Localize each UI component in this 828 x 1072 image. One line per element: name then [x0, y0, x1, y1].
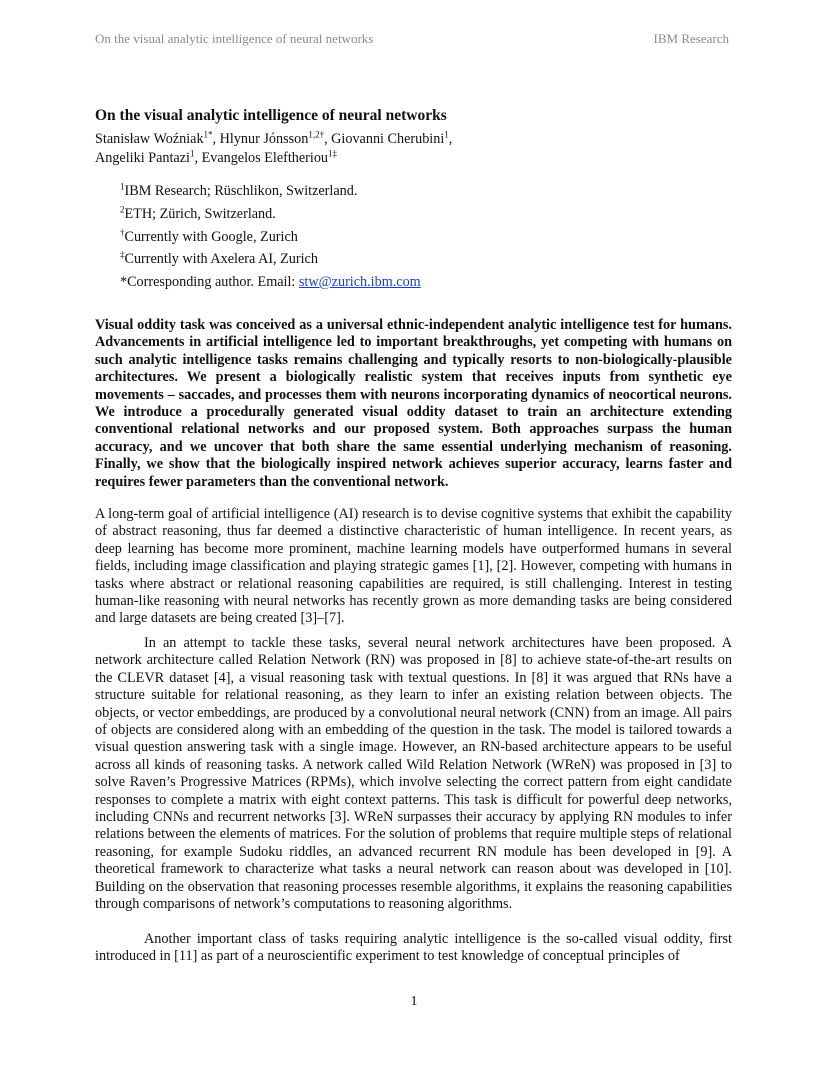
paper-title: On the visual analytic intelligence of neural networks — [95, 107, 447, 124]
affiliation-mark: ‡ — [120, 249, 125, 260]
affiliation-mark: 1 — [120, 181, 125, 192]
author-separator: , — [194, 150, 202, 166]
author-list — [95, 130, 735, 168]
running-header-title: On the visual analytic intelligence of neural networks — [95, 31, 374, 46]
author-separator: , — [448, 131, 453, 147]
author-name: Giovanni Cherubini — [331, 131, 445, 147]
abstract: Visual oddity task was conceived as a universal ethnic-independent analytic intelligence test for humans. Advancements in artificial intelligence led to important breakthroughs, yet competing with humans on such analytic intelligence tasks remains challenging and typically resorts to non-biologically-plausible architectures. We present a biologically realistic system that receives inputs from synthetic eye movements – saccades, and processes them with neurons incorporating dynamics of neocortical neurons. We introduce a procedurally generated visual oddity dataset to train an architecture extending conventional relational networks and our proposed system. Both approaches surpass the human accuracy, and we uncover that both share the same essential underlying mechanism of reasoning. Finally, we show that the biologically inspired network achieves superior accuracy, learns faster and requires fewer parameters than the conventional network. — [95, 317, 732, 490]
affiliation-text: Currently with Google, Zurich — [124, 229, 298, 245]
affiliation-text: Currently with Axelera AI, Zurich — [124, 251, 318, 267]
affiliation-line — [120, 182, 740, 200]
author-affiliation-mark: 1 — [444, 129, 449, 140]
author-name: Evangelos Eleftheriou — [201, 150, 329, 166]
author-separator: , — [212, 131, 220, 147]
body-paragraph: Another important class of tasks requiring analytic intelligence is the so-called visual oddity, first introduced in [11] as part of a neuroscientific experiment to test knowledge of conceptual principles of — [95, 931, 732, 965]
page-number: 1 — [410, 994, 418, 1009]
running-header — [95, 31, 729, 47]
author-affiliation-mark: 1* — [203, 129, 213, 140]
correspondence-label: *Corresponding author. Email: — [120, 274, 299, 290]
author-separator: , — [324, 131, 332, 147]
affiliation-text: IBM Research; Rüschlikon, Switzerland. — [124, 183, 358, 199]
affiliation-line — [120, 228, 740, 246]
affiliation-mark: † — [120, 227, 125, 238]
affiliation-line — [120, 250, 740, 268]
body-paragraph: In an attempt to tackle these tasks, several neural network architectures have been proposed. A network architecture called Relation Network (RN) was proposed in [8] to achieve state-of-the-art results on the CLEVR dataset [4], a visual reasoning task with textual questions. In [8] it was argued that RNs have a structure suitable for relational reasoning, as they learn to infer an existing relation between objects. The objects, or vector embeddings, are produced by a convolutional neural network (CNN) from an image. All pairs of objects are considered along with an embedding of the question in the task. The model is tailored towards a visual question answering task with a single image. However, an RN-based architecture appears to be useful across all kinds of reasoning tasks. A network called Wild Relation Network (WReN) was proposed in [3] to solve Raven’s Progressive Matrices (RPMs), which involve selecting the correct pattern from eight candidate responses to complete a matrix with eight context patterns. This task is difficult for powerful deep networks, including CNNs and recurrent networks [3]. WReN surpasses their accuracy by applying RN modules to infer relations between the elements of matrices. For the solution of problems that require multiple steps of relational reasoning, for example Sudoku riddles, an advanced recurrent RN module has been developed in [9]. A theoretical framework to characterize what tasks a neural network can reason about was developed in [10]. Building on the observation that reasoning processes resemble algorithms, it explains the reasoning capabilities through comparisons of network’s computations to reasoning algorithms. — [95, 635, 732, 913]
body-paragraph: A long-term goal of artificial intelligence (AI) research is to devise cognitive systems that exhibit the capability of abstract reasoning, thus far deemed a distinctive characteristic of human intelligence. In recent years, as deep learning has become more prominent, machine learning models have outperformed humans in several fields, including image classification and playing strategic games [1], [2]. However, competing with humans in tasks where abstract or relational reasoning capabilities are required, is still challenging. Interest in testing human-like reasoning with neural networks has recently grown as more demanding tasks are being considered and large datasets are being created [3]–[7]. — [95, 506, 732, 627]
author-affiliation-mark: 1‡ — [328, 148, 338, 159]
correspondence-line — [120, 273, 740, 291]
affiliation-line — [120, 205, 740, 223]
author-affiliation-mark: 1,2† — [308, 129, 325, 140]
affiliation-mark: 2 — [120, 204, 125, 215]
correspondence-email-link[interactable]: stw@zurich.ibm.com — [298, 274, 421, 290]
affiliation-text: ETH; Zürich, Switzerland. — [124, 206, 276, 222]
author-name: Angeliki Pantazi — [95, 150, 190, 166]
author-affiliation-mark: 1 — [189, 148, 195, 159]
author-name: Hlynur Jónsson — [219, 131, 309, 147]
author-name: Stanisław Woźniak — [95, 131, 204, 147]
running-header-affiliation: IBM Research — [653, 31, 729, 46]
